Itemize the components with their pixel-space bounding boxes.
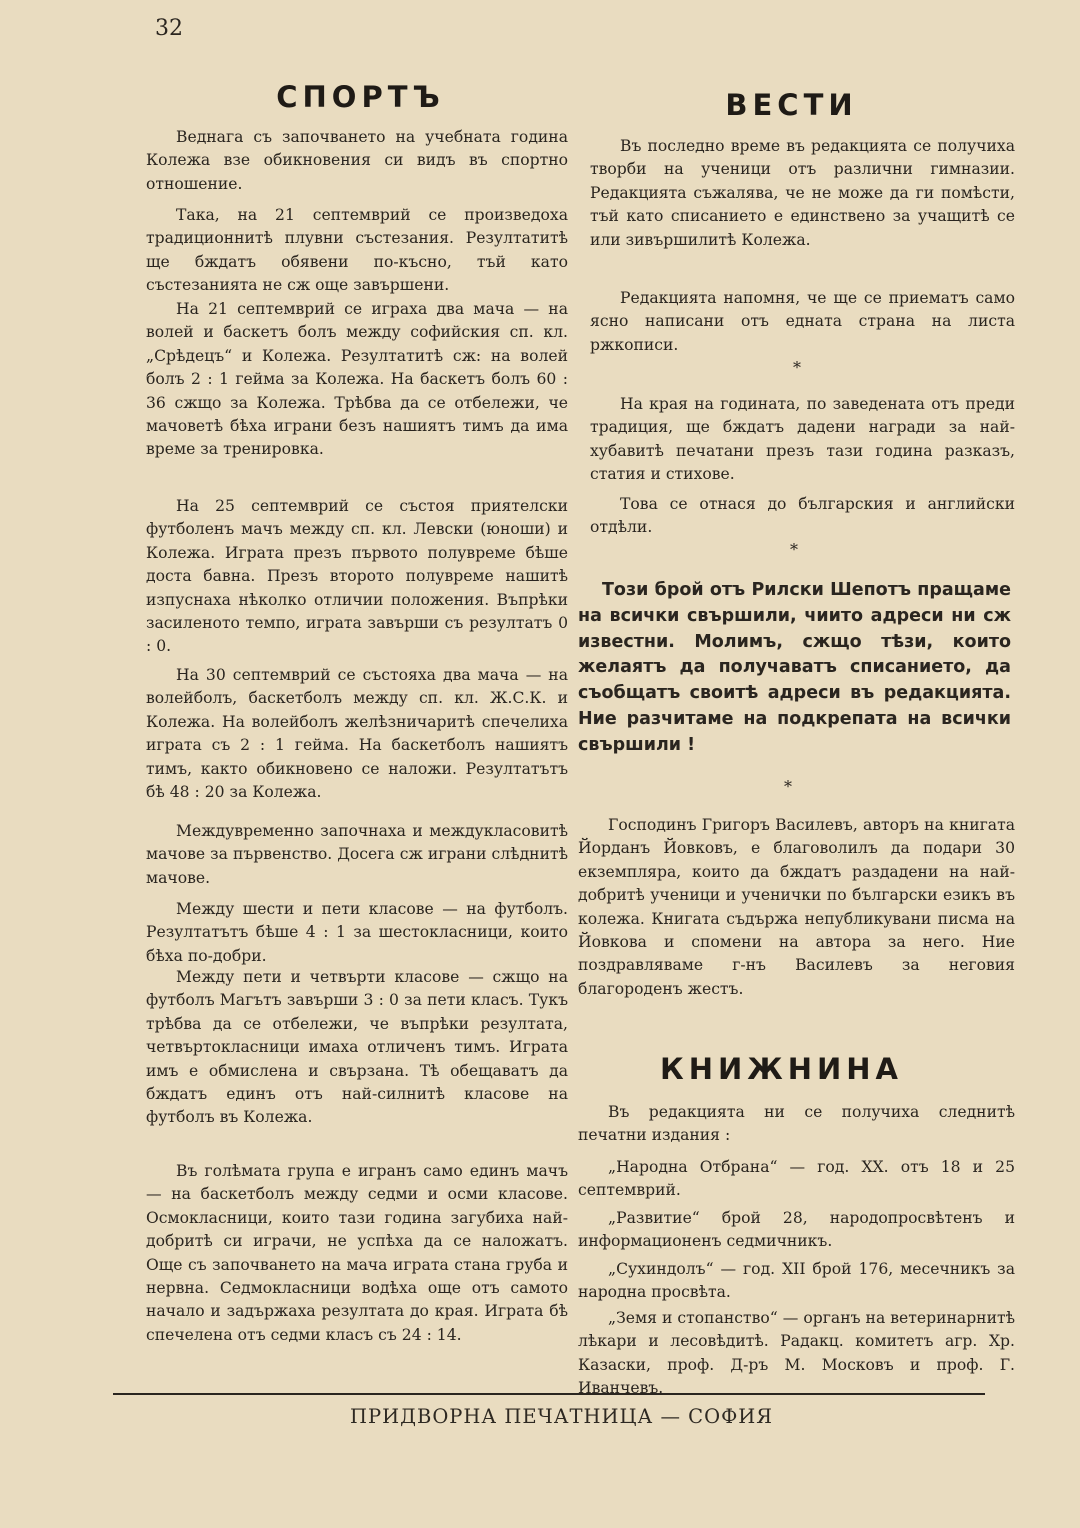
- separator-asterisk: *: [793, 358, 801, 377]
- news-paragraph: Това се отнася до българския и английски отдѣли.: [590, 495, 1015, 537]
- page-number: 32: [155, 16, 183, 41]
- news-paragraph: Въ последно време въ редакцията се получиха творби на ученици отъ различни гимназии. Редакцията съжалява, че не може да ги помѣсти, тъй като списанието е единствено за учащитѣ се или зивършилитѣ Колежа.: [590, 137, 1015, 249]
- books-paragraph: „Народна Отбрана“ — год. XX. отъ 18 и 25 септемврий.: [578, 1158, 1015, 1200]
- news-gift-paragraph: Господинъ Григоръ Василевъ, авторъ на книгата Йорданъ Йовковъ, е благоволилъ да подари 30 екземпляра, които да бждатъ раздадени на най-добритѣ ученици и ученички по български езикъ въ колежа. Книгата съдържа непубликувани писма на Йовкова и спомени на автора за него. Ние поздравляваме г-нъ Василевъ за неговия благороденъ жестъ.: [578, 816, 1015, 998]
- sport-paragraph: Междувременно започнаха и междукласовитѣ мачове за първенство. Досега сж играни слѣднитѣ мачове.: [146, 822, 568, 887]
- news-title: ВЕСТИ: [725, 88, 858, 122]
- sport-paragraph: На 30 септемврий се състояха два мача — на волейболъ, баскетболъ между сп. кл. Ж.С.К. и Колежа. На волейболъ желѣзничаритѣ спечелиха играта съ 2 : 1 гейма. На баскетболъ нашиятъ тимъ, както обикновено се наложи. Резултатътъ бѣ 48 : 20 за Колежа.: [146, 666, 568, 802]
- sport-paragraph: На 25 септемврий се състоя приятелски футболенъ мачъ между сп. кл. Левски (юноши) и Колежа. Играта презъ първото полувреме бѣше доста бавна. Презъ второто полувреме нашитѣ изпуснаха нѣколко отличии положения. Въпрѣки засиленото темпо, играта завърши съ резултатъ 0 : 0.: [146, 497, 568, 656]
- sport-paragraph: Между пети и четвърти класове — сжщо на футболъ Магътъ завърши 3 : 0 за пети класъ. Тукъ трѣбва да се отбележи, че въпрѣки резултата, четвъртокласници имаха отличенъ тимъ. Играта имъ е обмислена и свързана. Тѣ обещаватъ да бждатъ единъ отъ най-силнитѣ класове на футболъ въ Колежа.: [146, 968, 568, 1127]
- separator-asterisk: *: [784, 777, 792, 796]
- books-paragraph: „Развитие“ брой 28, народопросвѣтенъ и информационенъ седмичникъ.: [578, 1209, 1015, 1251]
- news-paragraph: На края на годината, по заведената отъ преди традиция, ще бждатъ дадени награди за най-хубавитѣ печатани презъ тази година разказъ, статия и стихове.: [590, 395, 1015, 484]
- sport-paragraph: Въ голѣмата група е игранъ само единъ мачъ — на баскетболъ между седми и осми класове. Осмокласници, които тази година загубиха най-добритѣ си играчи, не успѣха да се наложатъ. Още съ започването на мача играта стана груба и нервна. Седмокласници водѣха още отъ самото начало и задържаха резултата до края. Играта бѣ спечелена отъ седми класъ съ 24 : 14.: [146, 1162, 568, 1344]
- news-notice: Този брой отъ Рилски Шепотъ пращаме на всички свършили, чиито адреси ни сж известни. Молимъ, сжщо тѣзи, които желаятъ да получаватъ списанието, да съобщатъ своитѣ адреси въ редакцията. Ние разчитаме на подкрепата на всички свършили !: [578, 580, 1011, 755]
- news-paragraph: Редакцията напомня, че ще се приематъ само ясно написани отъ едната страна на листа ржкописи.: [590, 289, 1015, 354]
- sport-title: СПОРТЪ: [276, 80, 445, 114]
- sport-paragraph: Между шести и пети класове — на футболъ. Резултатътъ бѣше 4 : 1 за шестокласници, които бѣха по-добри.: [146, 900, 568, 965]
- separator-asterisk: *: [790, 540, 798, 559]
- books-title: КНИЖНИНА: [660, 1052, 903, 1086]
- books-paragraph: „Сухиндолъ“ — год. XII брой 176, месечникъ за народна просвѣта.: [578, 1260, 1015, 1302]
- footer-rule: [113, 1393, 985, 1395]
- printer-footer: ПРИДВОРНА ПЕЧАТНИЦА — СОФИЯ: [350, 1405, 774, 1428]
- sport-paragraph: Така, на 21 септемврий се произведоха традиционнитѣ плувни състезания. Резултатитѣ ще бждатъ обявени по-късно, тъй като състезанията не сж още завършени.: [146, 206, 568, 295]
- books-paragraph: „Земя и стопанство“ — органъ на ветеринарнитѣ лѣкари и лесовѣдитѣ. Радакц. комитетъ агр. Хр. Казаски, проф. Д-ръ М. Московъ и проф. Г. Иванчевъ.: [578, 1309, 1015, 1398]
- sport-paragraph: Веднага съ започването на учебната година Колежа взе обикновения си видъ въ спортно отношение.: [146, 128, 568, 193]
- books-paragraph: Въ редакцията ни се получиха следнитѣ печатни издания :: [578, 1103, 1015, 1145]
- sport-paragraph: На 21 септемврий се играха два мача — на волей и баскетъ болъ между софийския сп. кл. „Срѣдецъ“ и Колежа. Резултатитѣ сж: на волей болъ 2 : 1 гейма за Колежа. На баскетъ болъ 60 : 36 сжщо за Колежа. Трѣбва да се отбележи, че мачоветѣ бѣха играни безъ нашиятъ тимъ да има време за тренировка.: [146, 300, 568, 459]
